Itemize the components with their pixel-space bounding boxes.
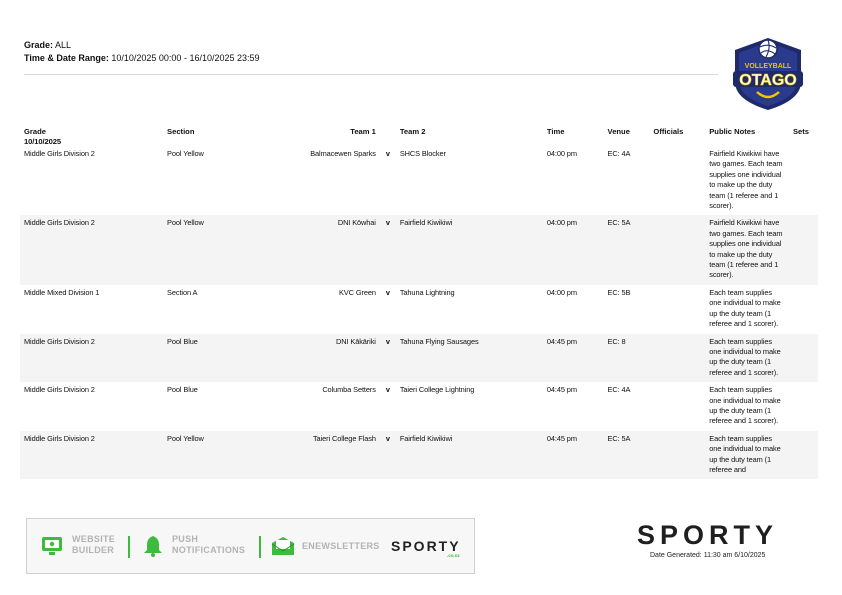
col-team1: Team 1 xyxy=(350,127,376,136)
cell-grade: Middle Girls Division 2 xyxy=(20,334,163,383)
cell-time: 04:00 pm xyxy=(546,149,577,158)
col-officials: Officials xyxy=(653,127,684,136)
vs-label: v xyxy=(380,215,396,284)
header-divider xyxy=(24,74,718,75)
cell-grade: Middle Mixed Division 1 xyxy=(24,287,100,297)
cell-officials xyxy=(649,431,705,480)
cell-grade: Middle Girls Division 2 xyxy=(20,431,163,480)
cell-team1: Columba Setters xyxy=(322,385,376,395)
ad-divider xyxy=(128,536,130,558)
cell-team2: Taieri College Lightning xyxy=(399,385,475,395)
cell-sets xyxy=(789,431,818,480)
cell-sets xyxy=(789,215,818,284)
grade-label: Grade: xyxy=(24,40,54,50)
cell-section: Pool Blue xyxy=(167,385,198,395)
cell-venue: EC: 5A xyxy=(604,431,650,480)
col-public-notes: Public Notes xyxy=(709,127,756,136)
date-range-filter xyxy=(24,52,260,65)
ad-item-website-builder: WEBSITE BUILDER xyxy=(72,534,116,555)
date-group-label: 10/10/2025 xyxy=(24,137,62,146)
cell-officials xyxy=(649,334,705,383)
ad-divider xyxy=(259,536,261,558)
vs-label: v xyxy=(380,431,396,480)
cell-section: Pool Yellow xyxy=(163,215,268,284)
fixture-row xyxy=(20,382,818,431)
cell-sets xyxy=(789,285,818,334)
cell-team1: DNI Kōwhai xyxy=(268,215,379,284)
fixture-row xyxy=(20,215,818,284)
cell-team2: SHCS Blocker xyxy=(399,149,446,158)
cell-grade: Middle Girls Division 2 xyxy=(20,215,163,284)
monitor-icon xyxy=(41,536,63,556)
cell-time: 04:00 pm xyxy=(543,215,604,284)
cell-team1: DNI Kākāriki xyxy=(268,334,379,383)
ad-item-enewsletters: ENEWSLETTERS xyxy=(302,541,380,551)
envelope-icon xyxy=(271,536,295,556)
cell-section: Pool Yellow xyxy=(167,149,204,158)
cell-time: 04:45 pm xyxy=(546,385,577,395)
fixtures-table xyxy=(20,125,818,479)
bell-icon xyxy=(143,534,163,558)
grade-value: ALL xyxy=(55,40,72,50)
sporty-brand-logo: SPORTY xyxy=(637,520,779,550)
cell-public-notes: Fairfield Kiwikiwi have two games. Each team supplies one individual to make up the duty team (1 referee and 1 scorer). xyxy=(709,149,783,211)
date-range-label: Time & Date Range: xyxy=(24,53,109,63)
cell-officials xyxy=(649,382,705,431)
cell-venue: EC: 8 xyxy=(604,334,650,383)
date-generated: Date Generated: 11:30 am 6/10/2025 xyxy=(650,552,766,559)
col-sets: Sets xyxy=(792,127,810,136)
cell-venue: EC: 4A xyxy=(607,385,631,395)
cell-venue: EC: 5A xyxy=(604,215,650,284)
cell-grade: Middle Girls Division 2 xyxy=(24,149,95,158)
vs-label: v xyxy=(385,149,390,158)
fixture-row xyxy=(20,146,818,215)
cell-section: Pool Blue xyxy=(163,334,268,383)
cell-sets xyxy=(789,382,818,431)
cell-officials xyxy=(649,146,705,215)
cell-team2: Fairfield Kiwikiwi xyxy=(396,431,543,480)
sporty-ad-banner[interactable] xyxy=(26,518,475,574)
cell-time: 04:00 pm xyxy=(546,287,577,297)
col-section: Section xyxy=(167,127,195,136)
col-team2: Team 2 xyxy=(399,127,426,136)
ad-brand-domain: .co.nz xyxy=(447,553,460,558)
cell-officials xyxy=(649,215,705,284)
col-time: Time xyxy=(546,127,565,136)
grade-filter xyxy=(24,39,260,52)
fixture-row xyxy=(20,334,818,383)
cell-time: 04:45 pm xyxy=(543,334,604,383)
cell-grade: Middle Girls Division 2 xyxy=(24,385,95,395)
cell-sets xyxy=(789,334,818,383)
cell-public-notes: Each team supplies one individual to make up the duty team (1 referee and 1 scorer). xyxy=(709,287,781,329)
cell-section: Section A xyxy=(167,287,198,297)
cell-venue: EC: 4A xyxy=(607,149,631,158)
cell-team2: Fairfield Kiwikiwi xyxy=(396,215,543,284)
ad-item-push-notifications: PUSH NOTIFICATIONS xyxy=(172,534,246,555)
col-grade: Grade xyxy=(24,127,46,136)
cell-sets xyxy=(789,146,818,215)
fixture-row xyxy=(20,431,818,480)
vs-label: v xyxy=(385,287,390,297)
cell-section: Pool Yellow xyxy=(163,431,268,480)
cell-team2: Tahuna Lightning xyxy=(399,287,455,297)
cell-public-notes: Each team supplies one individual to make up the duty team (1 referee and 1 scorer). xyxy=(709,385,781,426)
cell-team1: Taieri College Flash xyxy=(268,431,379,480)
date-range-value: 10/10/2025 00:00 - 16/10/2025 23:59 xyxy=(111,53,260,63)
fixture-row xyxy=(20,285,818,334)
cell-team1: Balmacewen Sparks xyxy=(310,149,376,158)
cell-public-notes: Fairfield Kiwikiwi have two games. Each team supplies one individual to make up the duty team (1 referee and 1 scorer). xyxy=(705,215,789,284)
vs-label: v xyxy=(380,334,396,383)
logo-top-text: VOLLEYBALL xyxy=(744,63,792,70)
cell-venue: EC: 5B xyxy=(607,287,631,297)
volleyball-otago-logo xyxy=(727,36,809,112)
date-group-row xyxy=(20,137,818,146)
cell-team1: KVC Green xyxy=(338,287,376,297)
cell-public-notes: Each team supplies one individual to make up the duty team (1 referee and xyxy=(705,431,789,480)
ad-brand: SPORTY xyxy=(391,538,461,554)
logo-main-text: OTAGO xyxy=(739,72,797,89)
cell-time: 04:45 pm xyxy=(543,431,604,480)
cell-public-notes: Each team supplies one individual to make up the duty team (1 referee and 1 scorer). xyxy=(705,334,789,383)
table-header-row xyxy=(20,125,818,137)
vs-label: v xyxy=(385,385,390,395)
cell-team2: Tahuna Flying Sausages xyxy=(396,334,543,383)
cell-officials xyxy=(649,285,705,334)
col-venue: Venue xyxy=(607,127,630,136)
report-header xyxy=(24,39,260,65)
